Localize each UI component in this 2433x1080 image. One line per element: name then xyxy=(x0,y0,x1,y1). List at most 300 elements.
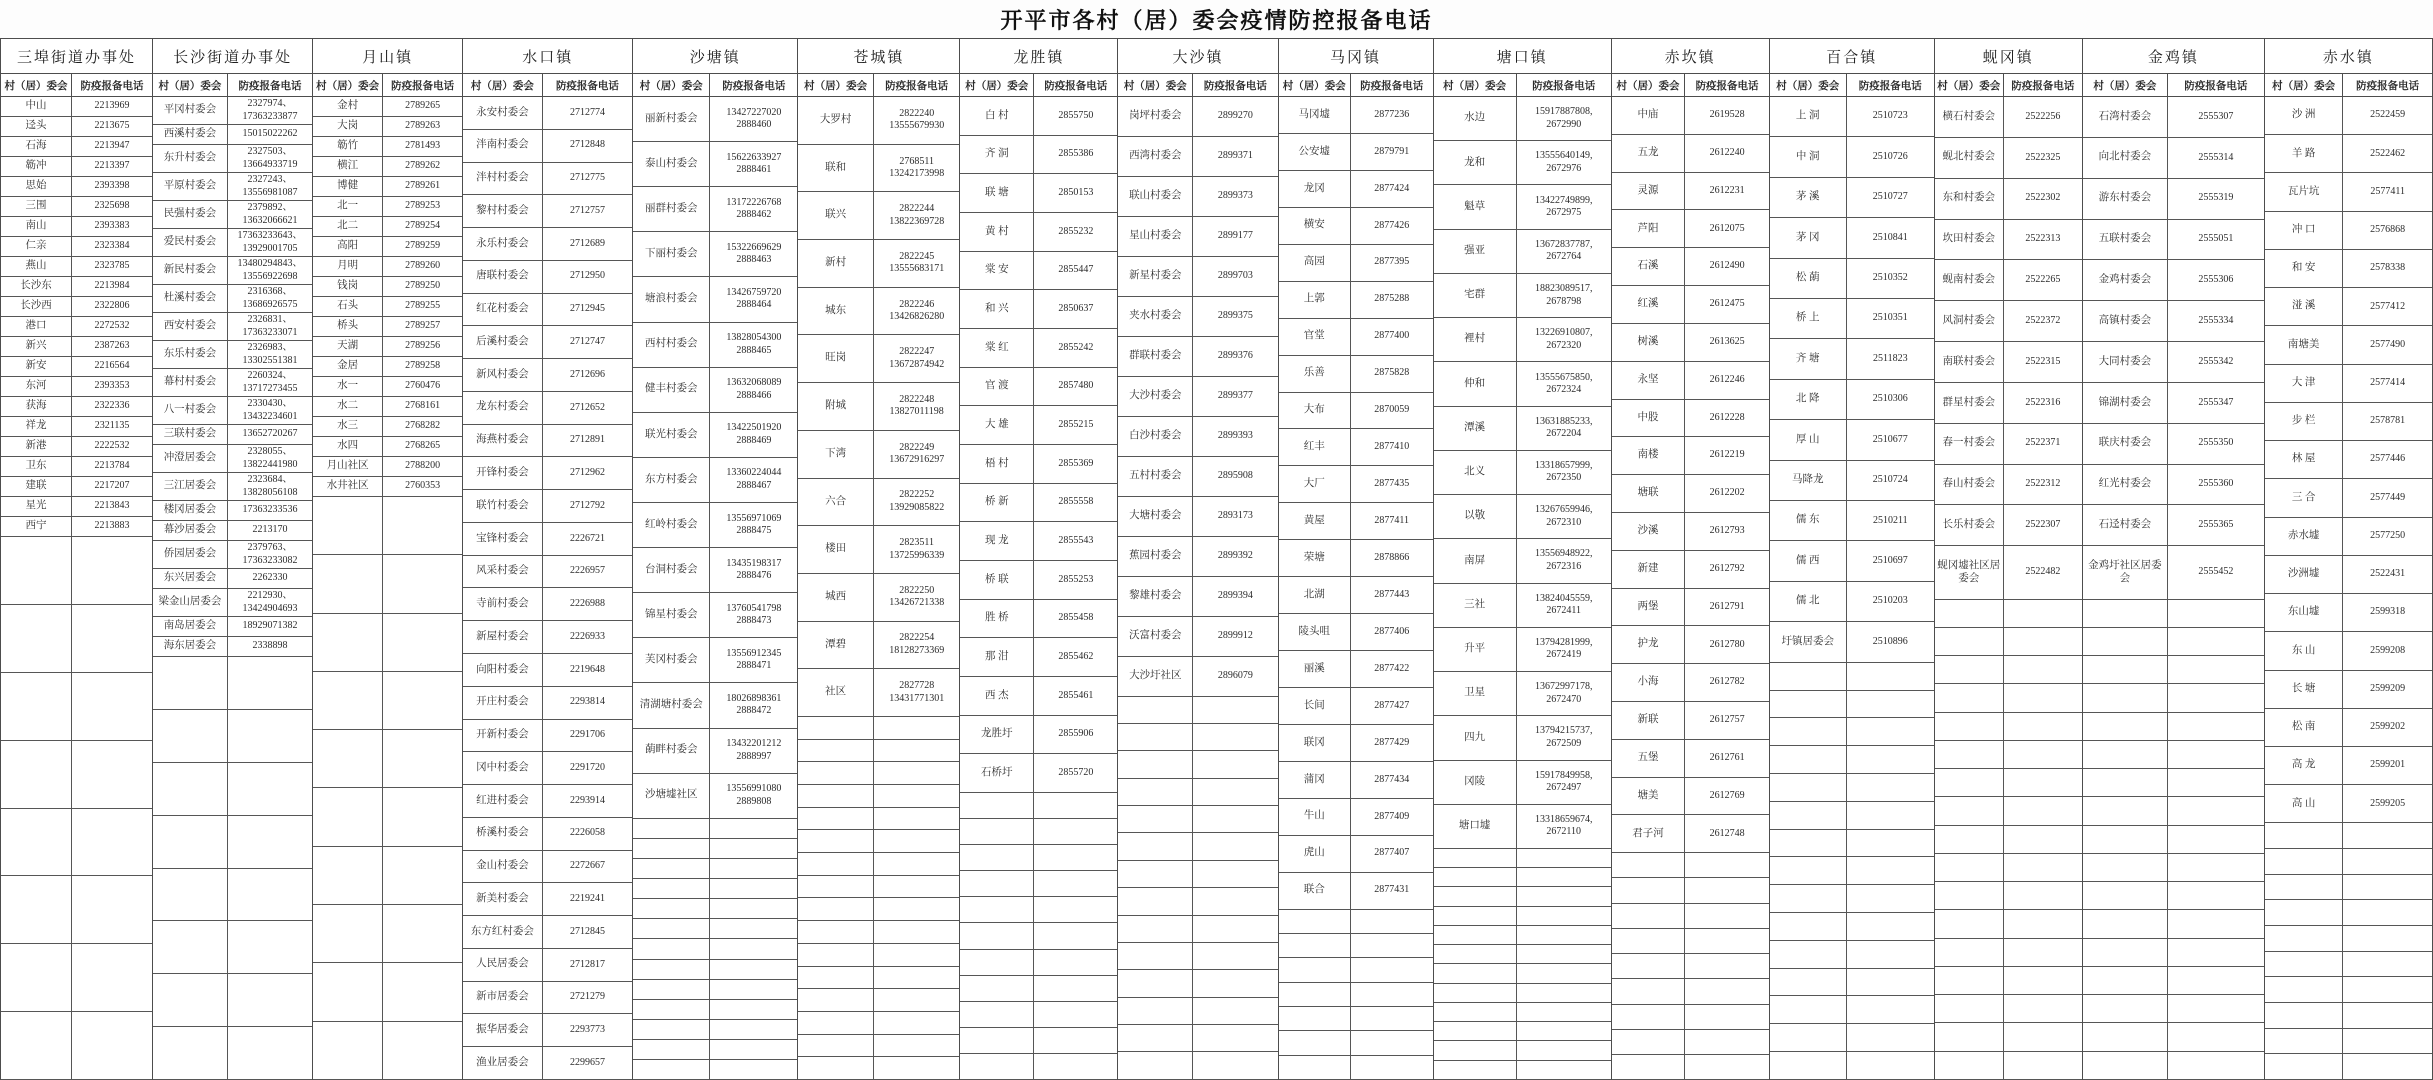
empty-row xyxy=(1935,741,2082,769)
empty-row xyxy=(1612,979,1769,1004)
empty-row xyxy=(2083,797,2264,825)
phone-cell: 2510723 xyxy=(1872,110,1908,122)
table-row xyxy=(2083,342,2264,383)
phone-cell: 17363233536 xyxy=(242,504,298,516)
empty-village-cell xyxy=(1612,904,1686,928)
phone-cell: 2855215 xyxy=(1058,418,1094,430)
table-row xyxy=(463,916,632,949)
village-cell: 红丰 xyxy=(1279,429,1351,465)
village-cell: 簕竹 xyxy=(313,137,383,156)
table-row xyxy=(633,368,797,413)
table-row xyxy=(1434,539,1611,583)
phone-cell: 2330430、 13432234601 xyxy=(242,398,298,422)
village-cell: 蓢畔村委会 xyxy=(633,729,710,773)
phone-cell: 2893173 xyxy=(1217,509,1253,521)
village-cell: 水井社区 xyxy=(313,477,383,496)
empty-village-cell xyxy=(2265,952,2344,977)
empty-village-cell xyxy=(1,809,72,876)
table-row xyxy=(960,97,1117,136)
empty-village-cell xyxy=(1279,934,1351,957)
table-row xyxy=(1612,740,1769,778)
empty-phone-cell xyxy=(1847,913,1934,940)
phone-cell: 2578338 xyxy=(2370,262,2406,274)
phone-cell: 13672997178, 2672470 xyxy=(1534,681,1593,705)
village-cell: 五龙 xyxy=(1612,135,1686,172)
empty-row xyxy=(313,497,462,555)
table-row xyxy=(1935,465,2082,506)
phone-cell: 2712848 xyxy=(569,139,605,151)
village-cell: 东 山 xyxy=(2265,632,2344,669)
village-cell: 横安 xyxy=(1279,208,1351,244)
table-row xyxy=(1279,873,1433,910)
empty-row xyxy=(960,1054,1117,1080)
table-row xyxy=(1,497,152,517)
table-row xyxy=(798,335,959,383)
empty-row xyxy=(153,869,312,922)
table-row xyxy=(2265,556,2432,594)
table-row xyxy=(1935,301,2082,342)
empty-village-cell xyxy=(1434,1041,1517,1059)
empty-phone-cell xyxy=(1517,945,1611,963)
village-cell: 君子河 xyxy=(1612,815,1686,852)
village-cell: 大罗村 xyxy=(798,97,874,144)
empty-phone-cell xyxy=(1847,774,1934,801)
table-row xyxy=(1612,362,1769,400)
village-cell: 石湾村委会 xyxy=(2083,97,2168,137)
table-row xyxy=(1434,274,1611,318)
empty-row xyxy=(1434,887,1611,906)
village-cell: 升平 xyxy=(1434,628,1517,671)
phone-cell: 2510896 xyxy=(1872,635,1908,647)
empty-village-cell xyxy=(1434,1003,1517,1021)
village-cell: 获海 xyxy=(1,397,72,416)
table-row xyxy=(153,501,312,521)
village-col-header: 村（居）委会 xyxy=(798,74,874,96)
empty-phone-cell xyxy=(874,785,959,807)
village-col-header: 村（居）委会 xyxy=(463,74,542,96)
table-row xyxy=(463,228,632,261)
table-row xyxy=(313,217,462,237)
column-headers xyxy=(798,74,959,97)
phone-cell: 2857480 xyxy=(1058,380,1094,392)
empty-village-cell xyxy=(1118,916,1193,942)
village-cell: 塘联 xyxy=(1612,475,1686,512)
village-cell: 新市居委会 xyxy=(463,982,542,1014)
empty-phone-cell xyxy=(2343,977,2432,1002)
phone-cell: 2555350 xyxy=(2198,437,2234,449)
table-row xyxy=(960,638,1117,677)
table-row xyxy=(633,503,797,548)
phone-cell: 13360224044 2888467 xyxy=(726,467,782,491)
village-cell: 联庆村委会 xyxy=(2083,424,2168,464)
empty-village-cell xyxy=(1770,663,1847,690)
village-cell: 潭溪 xyxy=(1434,407,1517,450)
empty-phone-cell xyxy=(710,819,797,838)
phone-cell: 13632068089 2888466 xyxy=(726,377,782,401)
empty-row xyxy=(1770,857,1934,885)
phone-cell: 2768265 xyxy=(405,440,441,452)
phone-cell: 2599318 xyxy=(2370,606,2406,618)
empty-phone-cell xyxy=(2004,882,2082,909)
phone-cell: 2899392 xyxy=(1217,549,1253,561)
table-row xyxy=(463,720,632,753)
village-cell: 沃富村委会 xyxy=(1118,617,1193,656)
village-cell: 石桥圩 xyxy=(960,754,1034,792)
table-row xyxy=(2083,546,2264,599)
village-col-header: 村（居）委会 xyxy=(1279,74,1351,96)
empty-phone-cell xyxy=(874,717,959,739)
phone-cell: 13631885233, 2672204 xyxy=(1534,415,1593,440)
table-row xyxy=(1118,417,1277,457)
empty-phone-cell xyxy=(2343,926,2432,951)
village-cell: 石海 xyxy=(1,137,72,156)
empty-row xyxy=(1118,970,1277,997)
village-cell: 三围 xyxy=(1,197,72,216)
empty-village-cell xyxy=(633,1000,710,1019)
empty-phone-cell xyxy=(2004,967,2082,994)
empty-village-cell xyxy=(1935,967,2004,994)
phone-cell: 2895908 xyxy=(1217,469,1253,481)
table-row xyxy=(1118,617,1277,657)
empty-phone-cell xyxy=(874,1012,959,1034)
empty-row xyxy=(2083,995,2264,1023)
village-cell: 联 塘 xyxy=(960,174,1034,212)
empty-row xyxy=(1434,849,1611,868)
village-cell: 振华居委会 xyxy=(463,1014,542,1046)
phone-cell: 2226957 xyxy=(569,565,605,577)
phone-cell: 2768161 xyxy=(405,400,441,412)
group-body xyxy=(153,97,312,1080)
empty-row xyxy=(1434,984,1611,1003)
empty-village-cell xyxy=(633,859,710,878)
village-cell: 上郭 xyxy=(1279,282,1351,318)
village-cell: 侨园居委会 xyxy=(153,541,228,568)
table-row xyxy=(313,417,462,437)
empty-village-cell xyxy=(798,944,874,966)
table-row xyxy=(960,445,1117,484)
empty-phone-cell xyxy=(1517,1041,1611,1059)
phone-cell: 2323384 xyxy=(94,240,130,252)
empty-row xyxy=(633,1040,797,1060)
empty-row xyxy=(313,1022,462,1080)
table-row xyxy=(960,600,1117,639)
village-cell: 大沙圩社区 xyxy=(1118,657,1193,696)
table-row xyxy=(2083,383,2264,424)
empty-phone-cell xyxy=(2004,910,2082,937)
empty-village-cell xyxy=(2083,995,2168,1022)
village-cell: 官 渡 xyxy=(960,368,1034,406)
empty-phone-cell xyxy=(1847,941,1934,968)
empty-village-cell xyxy=(2265,875,2344,900)
phone-cell: 2510727 xyxy=(1872,191,1908,203)
empty-village-cell xyxy=(1279,983,1351,1006)
phone-cell: 2712774 xyxy=(569,106,605,118)
empty-row xyxy=(798,921,959,944)
group-body xyxy=(1770,97,1934,1080)
empty-row xyxy=(2265,1054,2432,1080)
phone-cell: 15917887808, 2672990 xyxy=(1534,106,1593,130)
village-col-header: 村（居）委会 xyxy=(1612,74,1686,96)
phone-cell: 2822254 18128273369 xyxy=(889,632,945,656)
phone-cell: 2789259 xyxy=(405,240,441,252)
phone-cell: 2712652 xyxy=(569,401,605,413)
empty-row xyxy=(1935,600,2082,628)
empty-phone-cell xyxy=(2004,797,2082,824)
village-cell: 沙洲墟 xyxy=(2265,556,2344,593)
table-row xyxy=(1612,210,1769,248)
village-cell: 三社 xyxy=(1434,584,1517,627)
phone-cell: 13422501920 2888469 xyxy=(726,422,782,446)
empty-row xyxy=(313,847,462,905)
table-row xyxy=(463,130,632,163)
empty-village-cell xyxy=(2083,910,2168,937)
village-cell: 魁草 xyxy=(1434,185,1517,228)
empty-row xyxy=(798,808,959,831)
empty-village-cell xyxy=(1,944,72,1011)
phone-cell: 2327503、 13664933719 xyxy=(242,146,298,170)
phone-cell: 13267659946, 2672310 xyxy=(1534,504,1593,528)
empty-phone-cell xyxy=(383,905,462,962)
phone-cell: 2789254 xyxy=(405,220,441,232)
phone-table xyxy=(0,38,2433,1080)
empty-village-cell xyxy=(1118,970,1193,996)
village-cell: 北义 xyxy=(1434,451,1517,494)
village-cell: 天湖 xyxy=(313,337,383,356)
village-cell: 春一村委会 xyxy=(1935,424,2004,464)
phone-cell: 2379892、 13632066621 xyxy=(242,202,298,226)
table-row xyxy=(153,589,312,617)
village-cell: 卫东 xyxy=(1,457,72,476)
empty-row xyxy=(1612,929,1769,954)
village-cell: 中股 xyxy=(1612,400,1686,437)
village-cell: 强亚 xyxy=(1434,230,1517,273)
table-row xyxy=(153,473,312,501)
table-row xyxy=(2265,288,2432,326)
table-row xyxy=(1,137,152,157)
table-row xyxy=(1770,380,1934,420)
table-row xyxy=(1,397,152,417)
empty-village-cell xyxy=(633,960,710,979)
table-row xyxy=(463,326,632,359)
table-row xyxy=(2265,326,2432,364)
table-row xyxy=(313,317,462,337)
village-cell: 长间 xyxy=(1279,688,1351,724)
village-col-header: 村（居）委会 xyxy=(313,74,383,96)
phone-cell: 2522431 xyxy=(2370,568,2406,580)
column-headers xyxy=(2083,74,2264,97)
phone-cell: 2522312 xyxy=(2025,478,2061,490)
phone-cell: 2899377 xyxy=(1217,390,1253,402)
empty-village-cell xyxy=(1434,849,1517,867)
empty-village-cell xyxy=(960,819,1034,844)
village-cell: 南塘美 xyxy=(2265,326,2344,363)
village-col-header: 村（居）委会 xyxy=(1770,74,1847,96)
village-cell: 思始 xyxy=(1,177,72,196)
empty-phone-cell xyxy=(2168,882,2264,909)
phone-cell: 2855369 xyxy=(1058,457,1094,469)
table-row xyxy=(798,97,959,145)
phone-cell: 2822248 13827011198 xyxy=(889,393,944,418)
table-row xyxy=(633,97,797,142)
village-cell: 和 安 xyxy=(2265,250,2344,287)
village-cell: 后溪村委会 xyxy=(463,326,542,358)
phone-cell: 2781493 xyxy=(405,140,441,152)
empty-phone-cell xyxy=(1193,751,1277,777)
phone-cell: 2522482 xyxy=(2025,566,2061,578)
phone-cell: 2822249 13672916297 xyxy=(889,441,945,466)
empty-phone-cell xyxy=(383,614,462,671)
town-group xyxy=(1935,39,2083,1080)
town-group xyxy=(1770,39,1935,1080)
table-row xyxy=(153,229,312,257)
table-row xyxy=(633,323,797,368)
empty-row xyxy=(2083,910,2264,938)
empty-row xyxy=(1118,1052,1277,1079)
empty-row xyxy=(2083,854,2264,882)
phone-cell: 15622633927 2888461 xyxy=(726,151,782,176)
village-cell: 新兴 xyxy=(1,337,72,356)
table-row xyxy=(633,187,797,232)
table-row xyxy=(2265,212,2432,250)
column-headers xyxy=(313,74,462,97)
phone-cell: 13556971069 2888475 xyxy=(726,512,782,537)
empty-village-cell xyxy=(2083,713,2168,740)
empty-row xyxy=(2083,939,2264,967)
empty-phone-cell xyxy=(1847,663,1934,690)
phone-cell: 2827728 13431771301 xyxy=(889,680,945,704)
phone-cell: 2325698 xyxy=(94,200,130,212)
empty-phone-cell xyxy=(72,537,152,604)
table-row xyxy=(2265,747,2432,785)
phone-cell: 2510724 xyxy=(1872,474,1908,486)
phone-cell: 13435198317 2888476 xyxy=(726,557,782,582)
empty-phone-cell xyxy=(1193,861,1277,887)
empty-village-cell xyxy=(960,793,1034,818)
village-cell: 五联村委会 xyxy=(2083,220,2168,260)
phone-cell: 13555640149, 2672976 xyxy=(1534,150,1593,174)
village-cell: 儒 西 xyxy=(1770,541,1847,580)
village-cell: 西宁 xyxy=(1,517,72,536)
town-group xyxy=(2083,39,2265,1080)
empty-village-cell xyxy=(313,963,383,1020)
table-row xyxy=(2265,632,2432,670)
phone-cell: 2877422 xyxy=(1374,662,1410,674)
phone-cell: 2899375 xyxy=(1217,310,1253,322)
village-cell: 联合 xyxy=(1279,873,1351,909)
empty-village-cell xyxy=(313,788,383,845)
phone-cell: 2875828 xyxy=(1374,367,1410,379)
phone-cell: 2576868 xyxy=(2370,224,2406,236)
phone-cell: 2577250 xyxy=(2370,529,2406,541)
table-row xyxy=(1434,761,1611,805)
village-cell: 永安村委会 xyxy=(463,97,542,129)
empty-phone-cell xyxy=(874,944,959,966)
table-row xyxy=(1,437,152,457)
phone-cell: 2899394 xyxy=(1217,589,1253,601)
empty-row xyxy=(960,793,1117,819)
phone-cell: 2822246 13426826280 xyxy=(889,298,945,323)
table-row xyxy=(153,425,312,445)
village-cell: 圩镇居委会 xyxy=(1770,622,1847,661)
village-cell: 桥 上 xyxy=(1770,299,1847,338)
village-cell: 西安村委会 xyxy=(153,313,228,340)
phone-cell: 2213947 xyxy=(94,140,130,152)
table-row xyxy=(1,377,152,397)
table-row xyxy=(2265,479,2432,517)
empty-village-cell xyxy=(1612,878,1686,902)
empty-phone-cell xyxy=(1034,1002,1117,1027)
village-cell: 马冈墟 xyxy=(1279,97,1351,133)
empty-village-cell xyxy=(1434,887,1517,905)
empty-phone-cell xyxy=(710,899,797,918)
village-cell: 水四 xyxy=(313,437,383,456)
table-row xyxy=(633,413,797,458)
phone-cell: 2522371 xyxy=(2025,437,2061,449)
empty-phone-cell xyxy=(2168,854,2264,881)
town-header: 马冈镇 xyxy=(1279,39,1433,74)
empty-village-cell xyxy=(633,919,710,938)
phone-cell: 2855462 xyxy=(1058,650,1094,662)
empty-phone-cell xyxy=(2168,628,2264,655)
empty-row xyxy=(1434,1022,1611,1041)
table-row xyxy=(1612,97,1769,135)
phone-cell: 13422749899, 2672975 xyxy=(1534,194,1593,219)
village-cell: 塘口墟 xyxy=(1434,805,1517,848)
phone-cell: 2577411 xyxy=(2370,185,2405,197)
empty-village-cell xyxy=(1935,854,2004,881)
table-row xyxy=(463,949,632,982)
village-cell: 南岛居委会 xyxy=(153,617,228,636)
empty-row xyxy=(2083,628,2264,656)
phone-col-header: 防疫报备电话 xyxy=(1695,80,1759,92)
empty-row xyxy=(313,672,462,730)
table-row xyxy=(1,517,152,537)
empty-phone-cell xyxy=(2343,1003,2432,1028)
empty-row xyxy=(633,1020,797,1040)
empty-village-cell xyxy=(2083,600,2168,627)
table-row xyxy=(960,368,1117,407)
table-row xyxy=(960,213,1117,252)
phone-cell: 2213675 xyxy=(94,120,130,132)
group-body xyxy=(2083,97,2264,1080)
village-cell: 虎山 xyxy=(1279,836,1351,872)
empty-phone-cell xyxy=(2168,1023,2264,1050)
village-cell: 灵源 xyxy=(1612,173,1686,210)
phone-cell: 2338898 xyxy=(252,640,288,652)
empty-phone-cell xyxy=(1351,934,1433,957)
phone-cell: 2379763、 17363233082 xyxy=(242,542,298,566)
empty-phone-cell xyxy=(1193,806,1277,832)
empty-phone-cell xyxy=(2168,995,2264,1022)
empty-village-cell xyxy=(1118,888,1193,914)
empty-phone-cell xyxy=(228,974,312,1026)
phone-cell: 2877443 xyxy=(1374,588,1410,600)
empty-village-cell xyxy=(1770,941,1847,968)
table-row xyxy=(1279,429,1433,466)
table-row xyxy=(313,477,462,497)
empty-row xyxy=(633,960,797,980)
village-cell: 卫星 xyxy=(1434,672,1517,715)
village-col-header: 村（居）委会 xyxy=(1434,74,1517,96)
village-cell: 赤水墟 xyxy=(2265,518,2344,555)
phone-cell: 2612769 xyxy=(1709,789,1745,801)
table-row xyxy=(1434,97,1611,141)
phone-cell: 2612761 xyxy=(1709,751,1745,763)
empty-village-cell xyxy=(1935,656,2004,683)
phone-cell: 2555319 xyxy=(2198,192,2234,204)
empty-row xyxy=(633,1060,797,1080)
empty-village-cell xyxy=(2083,939,2168,966)
